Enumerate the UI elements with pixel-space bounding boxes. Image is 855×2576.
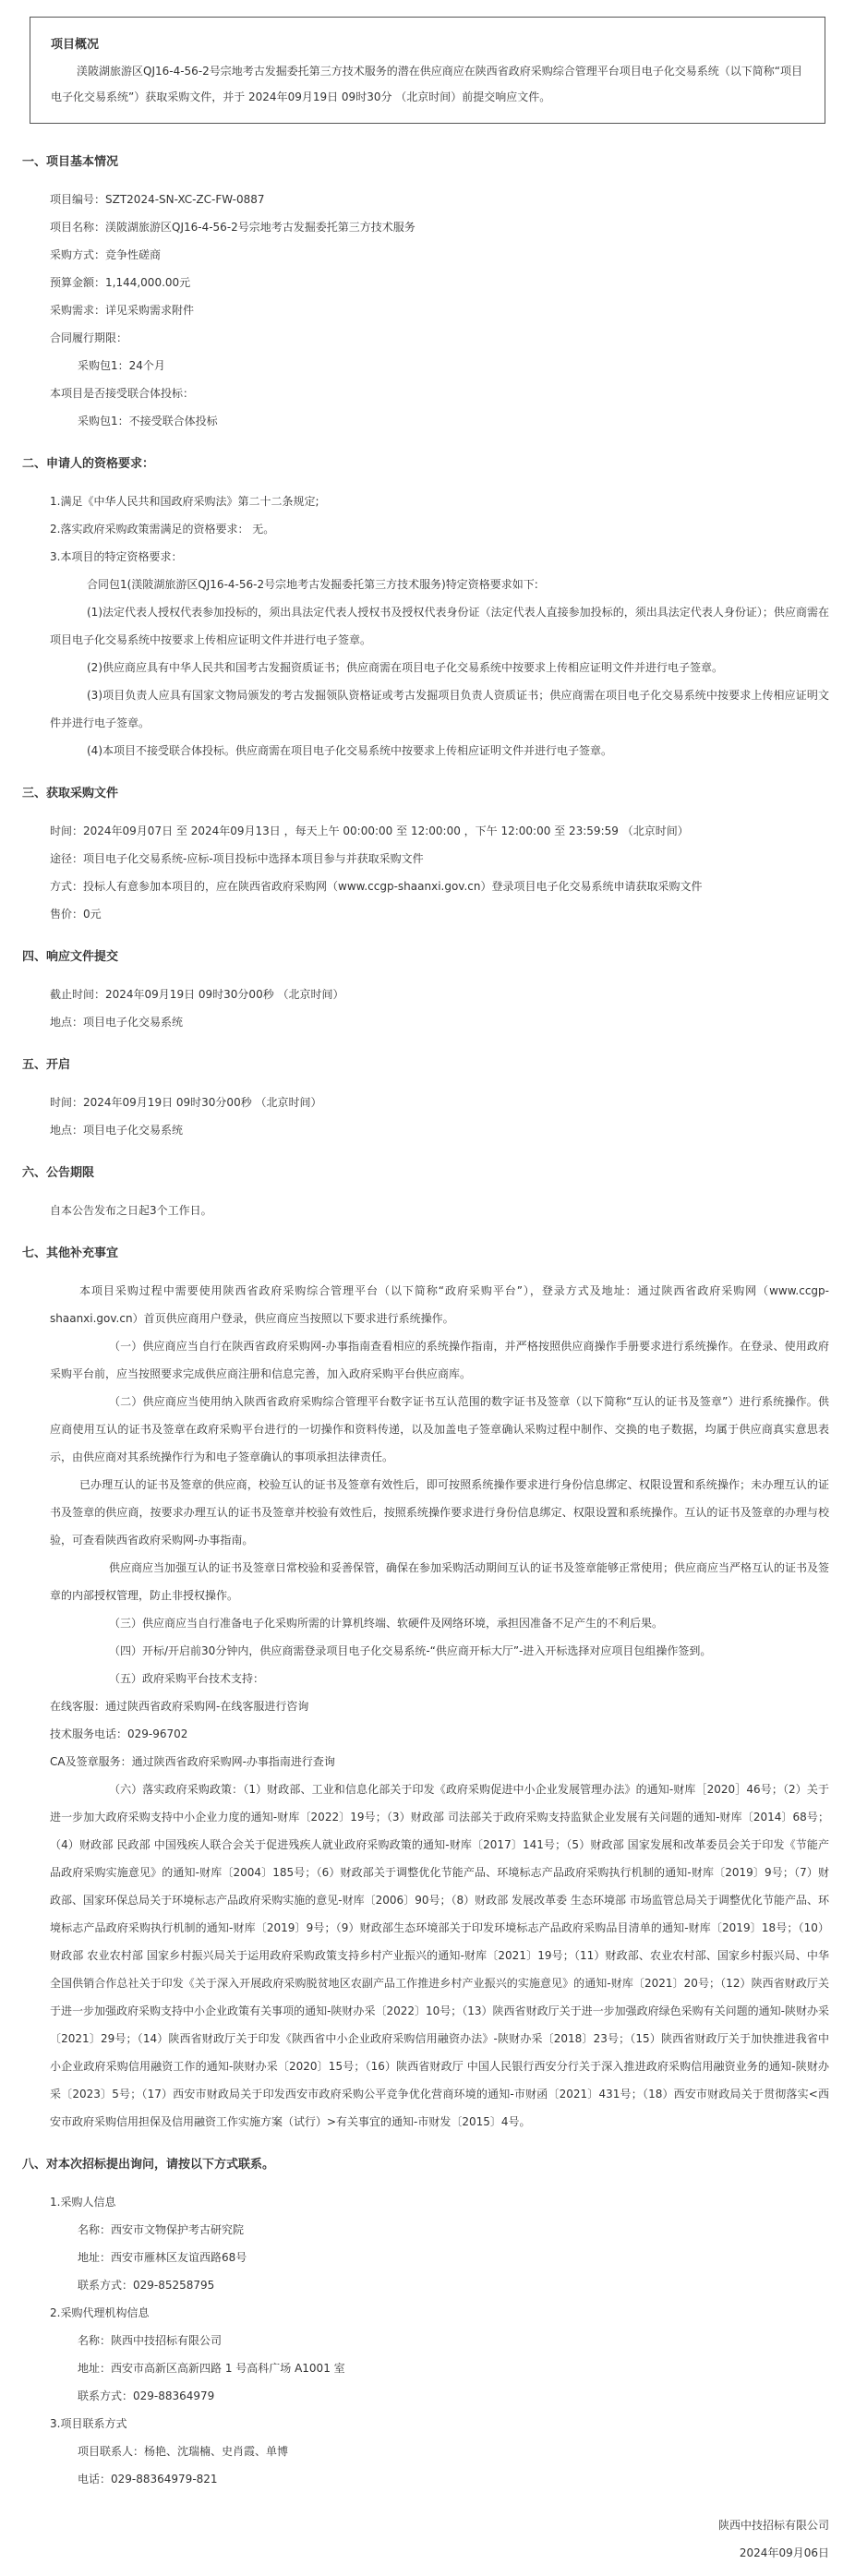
overview-box bbox=[30, 17, 825, 124]
support-line: 技术服务电话：029-96702 bbox=[50, 1727, 188, 1740]
section-other-matters bbox=[13, 1243, 842, 2136]
section-title: 六、公告期限 bbox=[22, 1166, 95, 1180]
project-contact-phone: 电话：029-88364979-821 bbox=[78, 2473, 218, 2486]
agency-name: 名称：陕西中技招标有限公司 bbox=[78, 2334, 223, 2347]
procurement-method: 采购方式：竞争性磋商 bbox=[50, 248, 162, 261]
other-paragraph: （三）供应商应当自行准备电子化采购所需的计算机终端、软硬件及网络环境，承担因准备不足产生的不利后果。 bbox=[109, 1617, 664, 1630]
contract-term-value: 采购包1：24个月 bbox=[78, 359, 165, 372]
overview-text: 渼陂湖旅游区QJ16-4-56-2号宗地考古发掘委托第三方技术服务的潜在供应商应在陕西省政府采购综合管理平台项目电子化交易系统（以下简称“项目电子化交易系统”）获取采购文件，并于 2024年09月19日 09时30分 （北京时间）前提交响应文件。 bbox=[51, 65, 803, 103]
submission-location: 地点：项目电子化交易系统 bbox=[50, 1016, 184, 1029]
budget-amount: 预算金额：1,144,000.00元 bbox=[50, 276, 191, 289]
agency-phone: 联系方式：029-88364979 bbox=[78, 2389, 215, 2402]
section-announcement-period bbox=[13, 1162, 842, 1224]
consortium-label: 本项目是否接受联合体投标： bbox=[50, 387, 195, 400]
announcement-period-text: 自本公告发布之日起3个工作日。 bbox=[50, 1204, 212, 1217]
other-paragraph: 已办理互认的证书及签章的供应商，校验互认的证书及签章有效性后，即可按照系统操作要求进行身份信息绑定、权限设置和系统操作；未办理互认的证书及签章的供应商，按要求办理互认的证书及签章并校验有效性后，按照系统操作要求进行身份信息绑定、权限设置和系统操作。互认的证书及签章的办理与校验，可查看陕西省政府采购网-办事指南。 bbox=[50, 1478, 829, 1547]
other-paragraph: （四）开标/开启前30分钟内，供应商需登录项目电子化交易系统-“供应商开标大厅”-进入开标选择对应项目包组操作签到。 bbox=[109, 1644, 712, 1657]
section-submission bbox=[13, 946, 842, 1036]
section-title: 八、对本次招标提出询问，请按以下方式联系。 bbox=[22, 2158, 275, 2172]
agency-address: 地址：西安市高新区高新四路 1 号高科广场 A1001 室 bbox=[78, 2362, 345, 2375]
section-qualification bbox=[13, 453, 842, 764]
project-number: 项目编号：SZT2024-SN-XC-ZC-FW-0887 bbox=[50, 193, 265, 206]
other-paragraph: 本项目采购过程中需要使用陕西省政府采购综合管理平台（以下简称“政府采购平台”），登录方式及地址：通过陕西省政府采购网（www.ccgp-shaanxi.gov.cn）首页供应商用户登录，供应商应当按照以下要求进行系统操作。 bbox=[50, 1284, 829, 1325]
signature-org: 陕西中技招标有限公司 bbox=[717, 2519, 829, 2532]
other-paragraph: （二）供应商应当使用纳入陕西省政府采购综合管理平台数字证书互认范围的数字证书及签章（以下简称“互认的证书及签章”）进行系统操作。供应商使用互认的证书及签章在政府采购平台进行的一切操作和资料传递，以及加盖电子签章确认采购过程中制作、交换的电子数据，均属于供应商真实意思表示，由供应商对其系统操作行为和电子签章确认的事项承担法律责任。 bbox=[50, 1395, 829, 1463]
purchaser-address: 地址：西安市雁林区友谊西路68号 bbox=[78, 2251, 247, 2264]
qualification-sub-item: (4)本项目不接受联合体投标。供应商需在项目电子化交易系统中按要求上传相应证明文件并进行电子签章。 bbox=[87, 744, 613, 757]
policy-paragraph: （六）落实政府采购政策：（1）财政部、工业和信息化部关于印发《政府采购促进中小企业发展管理办法》的通知-财库［2020］46号；（2）关于进一步加大政府采购支持中小企业力度的通知-财库〔2022〕19号；（3）财政部 司法部关于政府采购支持监狱企业发展有关问题的通知-财库〔2014〕68号；（4）财政部 民政部 中国残疾人联合会关于促进残疾人就业政府采购政策的通知-财库〔2017〕141号；（5）财政部 国家发展和改革委员会关于印发《节能产品政府采购实施意见》的通知-财库〔2004〕185号；（6）财政部关于调整优化节能产品、环境标志产品政府采购执行机制的通知-财库〔2019〕9号；（7）财政部、国家环保总局关于环境标志产品政府采购实施的意见-财库〔2006〕90号；（8）财政部 发展改革委 生态环境部 市场监管总局关于调整优化节能产品、环境标志产品政府采购执行机制的通知-财库〔2019〕9号；（9）财政部生态环境部关于印发环境标志产品政府采购品目清单的通知-财库〔2019〕18号；（10）财政部 农业农村部 国家乡村振兴局关于运用政府采购政策支持乡村产业振兴的通知-财库〔2021〕19号；（11）财政部、农业农村部、国家乡村振兴局、中华全国供销合作总社关于印发《关于深入开展政府采购脱贫地区农副产品工作推进乡村产业振兴的实施意见》的通知-财库〔2021〕20号；（12）陕西省财政厅关于进一步加强政府采购支持中小企业政策有关事项的通知-陕财办采〔2022〕10号；（13）陕西省财政厅关于进一步加强政府绿色采购有关问题的通知-陕财办采〔2021〕29号；（14）陕西省财政厅关于印发《陕西省中小企业政府采购信用融资办法》-陕财办采〔2018〕23号；（15）陕西省财政厅关于加快推进我省中小企业政府采购信用融资工作的通知-陕财办采〔2020〕15号；（16）陕西省财政厅 中国人民银行西安分行关于深入推进政府采购信用融资业务的通知-陕财办采〔2023〕5号；（17）西安市财政局关于印发西安市政府采购公平竞争优化营商环境的通知-市财函〔2021〕431号；（18）西安市财政局关于贯彻落实<西安市政府采购信用担保及信用融资工作实施方案（试行）>有关事宜的通知-市财发〔2015〕4号。 bbox=[50, 1783, 829, 2128]
opening-time: 时间：2024年09月19日 09时30分00秒 （北京时间） bbox=[50, 1096, 322, 1109]
qualification-item: 2.落实政府采购政策需满足的资格要求： 无。 bbox=[50, 523, 275, 536]
section-title: 七、其他补充事宜 bbox=[22, 1246, 119, 1260]
other-paragraph: 供应商应当加强互认的证书及签章日常校验和妥善保管，确保在参加采购活动期间互认的证书及签章能够正常使用；供应商应当严格互认的证书及签章的内部授权管理，防止非授权操作。 bbox=[50, 1561, 830, 1602]
project-name: 项目名称：渼陂湖旅游区QJ16-4-56-2号宗地考古发掘委托第三方技术服务 bbox=[50, 221, 415, 234]
section-title: 二、申请人的资格要求： bbox=[22, 457, 155, 471]
section-title: 三、获取采购文件 bbox=[22, 787, 119, 800]
project-contact-persons: 项目联系人：杨艳、沈瑞楠、史肖霞、单博 bbox=[78, 2445, 289, 2458]
qualification-sub-item: (1)法定代表人授权代表参加投标的，须出具法定代表人授权书及授权代表身份证（法定代表人直接参加投标的，须出具法定代表人身份证）；供应商需在项目电子化交易系统中按要求上传相应证明文件并进行电子签章。 bbox=[50, 606, 829, 646]
qualification-item: 1.满足《中华人民共和国政府采购法》第二十二条规定; bbox=[50, 495, 319, 508]
signature-date: 2024年09月06日 bbox=[739, 2546, 829, 2559]
submission-deadline: 截止时间：2024年09月19日 09时30分00秒 （北京时间） bbox=[50, 988, 344, 1001]
other-paragraph: （五）政府采购平台技术支持： bbox=[109, 1672, 265, 1685]
section-obtain-documents bbox=[13, 783, 842, 928]
section-opening bbox=[13, 1054, 842, 1144]
agency-heading: 2.采购代理机构信息 bbox=[50, 2306, 150, 2319]
qualification-item: 3.本项目的特定资格要求： bbox=[50, 550, 183, 563]
purchaser-heading: 1.采购人信息 bbox=[50, 2196, 116, 2209]
project-contact-heading: 3.项目联系方式 bbox=[50, 2417, 127, 2430]
qualification-sub-item: (2)供应商应具有中华人民共和国考古发掘资质证书；供应商需在项目电子化交易系统中按要求上传相应证明文件并进行电子签章。 bbox=[87, 661, 724, 674]
section-title: 一、项目基本情况 bbox=[22, 155, 119, 169]
obtain-price: 售价：0元 bbox=[50, 908, 102, 921]
obtain-channel: 途径：项目电子化交易系统-应标-项目投标中选择本项目参与并获取采购文件 bbox=[50, 852, 424, 865]
package-qualification-title: 合同包1(渼陂湖旅游区QJ16-4-56-2号宗地考古发掘委托第三方技术服务)特定资格要求如下: bbox=[87, 578, 538, 591]
obtain-method: 方式：投标人有意参加本项目的，应在陕西省政府采购网（www.ccgp-shaanxi.gov.cn）登录项目电子化交易系统申请获取采购文件 bbox=[50, 880, 703, 893]
support-line: CA及签章服务：通过陕西省政府采购网-办事指南进行查询 bbox=[50, 1755, 335, 1768]
contract-term-label: 合同履行期限： bbox=[50, 331, 128, 344]
other-paragraph: （一）供应商应当自行在陕西省政府采购网-办事指南查看相应的系统操作指南，并严格按照供应商操作手册要求进行系统操作。在登录、使用政府采购平台前，应当按照要求完成供应商注册和信息完善，加入政府采购平台供应商库。 bbox=[50, 1340, 829, 1380]
procurement-requirement: 采购需求：详见采购需求附件 bbox=[50, 304, 195, 317]
consortium-value: 采购包1：不接受联合体投标 bbox=[78, 415, 218, 427]
opening-location: 地点：项目电子化交易系统 bbox=[50, 1124, 184, 1137]
section-basic-info bbox=[13, 151, 842, 435]
section-contact bbox=[13, 2154, 842, 2493]
section-title: 五、开启 bbox=[22, 1058, 71, 1072]
purchaser-phone: 联系方式：029-85258795 bbox=[78, 2279, 215, 2292]
section-title: 四、响应文件提交 bbox=[22, 950, 119, 964]
support-line: 在线客服：通过陕西省政府采购网-在线客服进行咨询 bbox=[50, 1700, 309, 1713]
purchaser-name: 名称：西安市文物保护考古研究院 bbox=[78, 2223, 245, 2236]
qualification-sub-item: (3)项目负责人应具有国家文物局颁发的考古发掘领队资格证或考古发掘项目负责人资质证书；供应商需在项目电子化交易系统中按要求上传相应证明文件并进行电子签章。 bbox=[50, 689, 829, 729]
obtain-time: 时间：2024年09月07日 至 2024年09月13日 ，每天上午 00:00:00 至 12:00:00 ，下午 12:00:00 至 23:59:59 （北京时间） bbox=[50, 825, 689, 837]
overview-title: 项目概况 bbox=[51, 38, 100, 52]
